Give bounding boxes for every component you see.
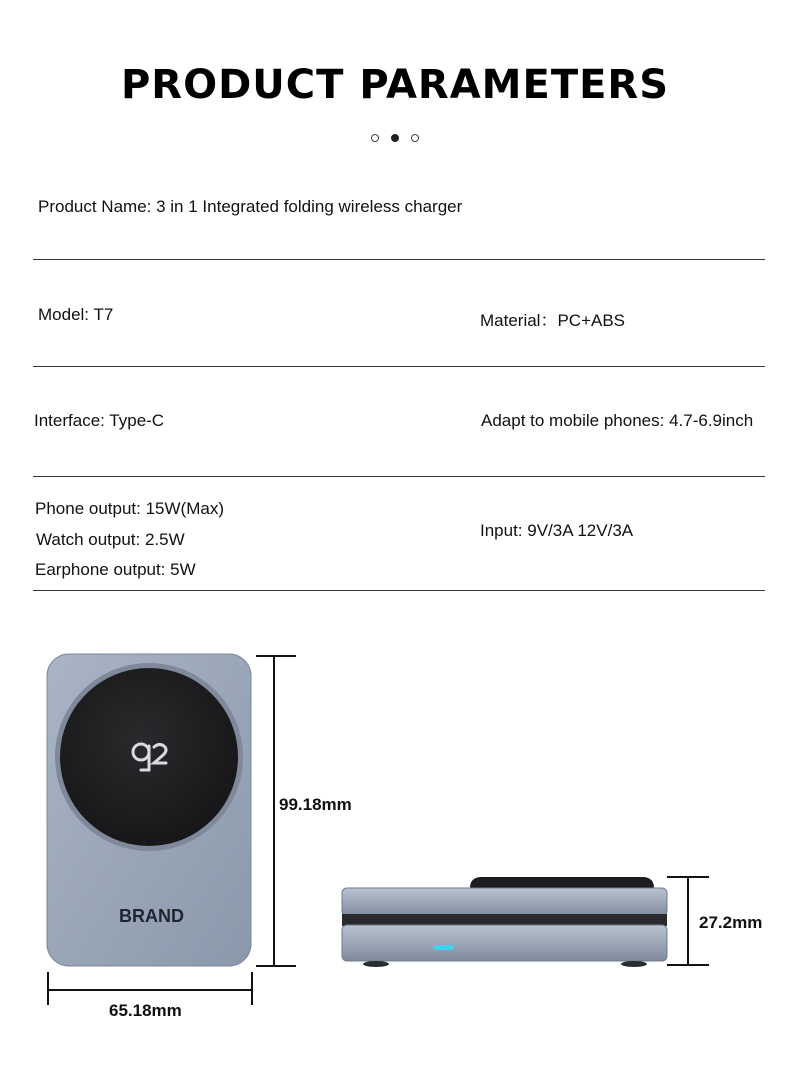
page-title: PRODUCT PARAMETERS bbox=[120, 62, 670, 108]
spec-input: Input: 9V/3A 12V/3A bbox=[480, 521, 634, 540]
spec-product-name: Product Name: 3 in 1 Integrated folding wireless charger bbox=[38, 197, 463, 216]
charger-side-view bbox=[342, 877, 667, 967]
spec-interface: Interface: Type-C bbox=[34, 411, 165, 430]
spec-earphone-output: Earphone output: 5W bbox=[35, 560, 196, 579]
led-indicator bbox=[433, 945, 454, 950]
thickness-label: 27.2mm bbox=[699, 913, 763, 932]
spec-adapt-phones: Adapt to mobile phones: 4.7-6.9inch bbox=[481, 411, 754, 430]
spec-watch-output: Watch output: 2.5W bbox=[36, 530, 185, 549]
width-label: 65.18mm bbox=[109, 1001, 182, 1020]
height-label: 99.18mm bbox=[279, 795, 352, 814]
spec-phone-output: Phone output: 15W(Max) bbox=[35, 499, 224, 518]
brand-label: BRAND bbox=[119, 906, 184, 926]
spec-model: Model: T7 bbox=[38, 305, 114, 324]
spec-material: Material：PC+ABS bbox=[480, 311, 626, 330]
